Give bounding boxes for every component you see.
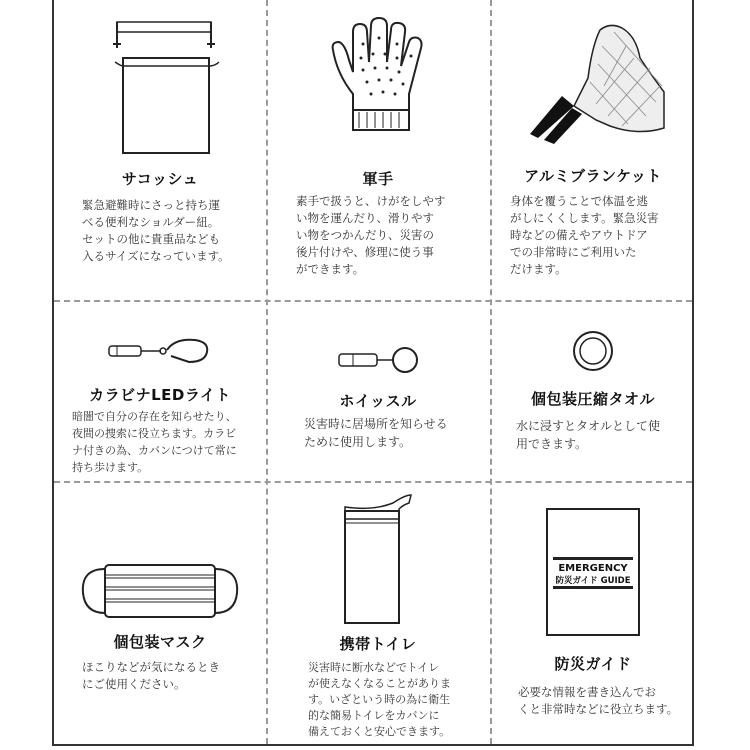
compressed-towel-icon xyxy=(490,328,696,374)
aluminum-blanket-icon xyxy=(490,16,696,146)
item-title: 軍手 xyxy=(362,170,394,188)
item-cell-guide xyxy=(490,481,696,746)
item-cell-whistle xyxy=(266,300,490,481)
face-mask-icon xyxy=(54,559,266,623)
portable-toilet-icon xyxy=(266,489,490,625)
item-cell-towel xyxy=(490,300,696,481)
item-title: サコッシュ xyxy=(121,170,199,188)
guide-cover-line2: 防災ガイド GUIDE xyxy=(555,576,631,586)
item-description: 災害時に居場所を知らせる ために使用します。 xyxy=(304,417,448,449)
sacoche-bag-icon xyxy=(54,18,266,158)
item-description: ほこりなどが気になるとき にご使用ください。 xyxy=(82,660,220,691)
product-contents-sheet xyxy=(52,0,694,746)
item-title: カラビナLEDライト xyxy=(89,386,231,404)
item-title: アルミブランケット xyxy=(524,167,662,185)
item-description: 素手で扱うと、けがをしやす い物を運んだり、滑りやす い物をつかんだり、災害の 後片付けや、修理に使う事 ができます。 xyxy=(296,194,446,276)
work-glove-icon xyxy=(266,14,490,144)
item-cell-blanket xyxy=(490,0,696,300)
item-description: 身体を覆うことで体温を逃 がしにくくします。緊急災害 時などの備えやアウトドア での非常時にご利用いた だけます。 xyxy=(510,194,659,276)
item-cell-sacoche xyxy=(54,0,266,300)
whistle-icon xyxy=(266,342,490,376)
item-cell-toilet xyxy=(266,481,490,746)
item-title: 個包装圧縮タオル xyxy=(530,390,655,408)
disaster-guide-booklet-icon xyxy=(490,507,696,637)
item-title: 防災ガイド xyxy=(554,655,632,673)
item-description: 必要な情報を書き込んでお くと非常時などに役立ちます。 xyxy=(518,685,679,716)
item-description: 緊急避難時にさっと持ち運 べる便利なショルダー紐。 セットの他に貴重品なども 入るサイズになっています。 xyxy=(82,198,230,263)
item-description: 災害時に断水などでトイレ が使えなくなることがありま す。いざという時の為に衛生 的な簡易トイレをカバンに 備えておくと安心できます。 xyxy=(308,661,451,738)
guide-cover-line1: EMERGENCY xyxy=(558,563,628,574)
item-cell-carabiner-light xyxy=(54,300,266,481)
item-description: 水に浸すとタオルとして使 用できます。 xyxy=(516,419,661,451)
carabiner-led-light-icon xyxy=(54,336,266,366)
item-title: ホイッスル xyxy=(339,392,417,410)
item-cell-mask xyxy=(54,481,266,746)
item-title: 携帯トイレ xyxy=(339,635,417,653)
item-title: 個包装マスク xyxy=(113,633,207,651)
item-description: 暗闇で自分の存在を知らせたり、 夜間の捜索に役立ちます。カラビ ナ付きの為、カバンにつけて常に 持ち歩けます。 xyxy=(72,410,237,474)
item-cell-gloves xyxy=(266,0,490,300)
